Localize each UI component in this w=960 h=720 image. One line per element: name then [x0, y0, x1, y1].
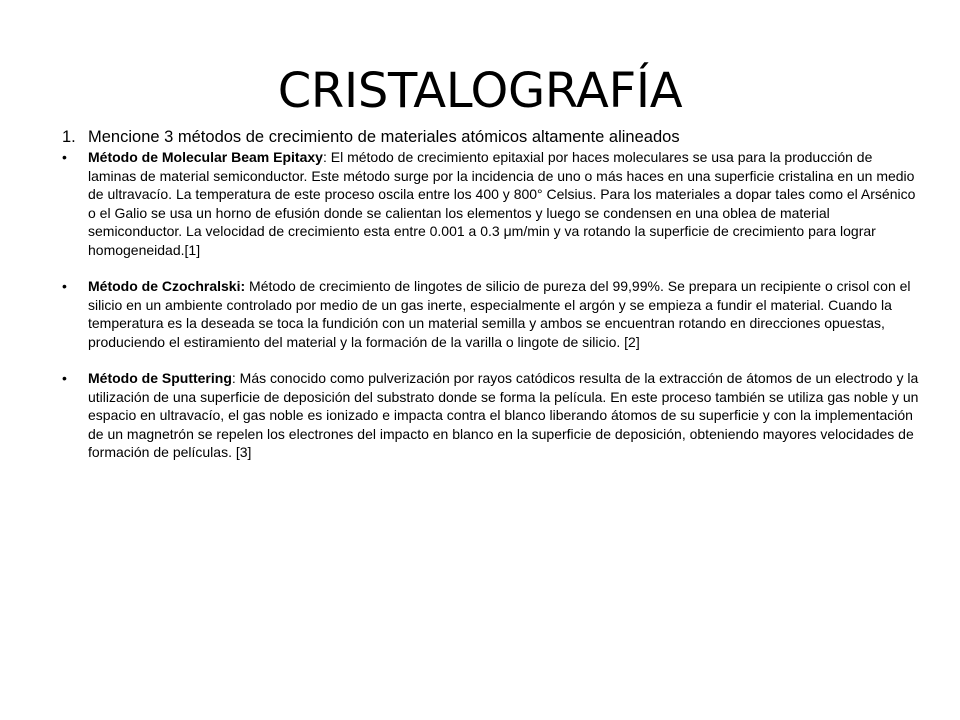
- slide-content: [62, 127, 922, 462]
- method-description: : Más conocido como pulverización por rayos catódicos resulta de la extracción de átomos de un electrodo y la utilización de una superficie de deposición del substrato donde se forma la película. En este proceso también se utiliza gas noble y un espacio en ultravacío, el gas noble es ionizado e impacta contra el blanco liberando átomos de su superficie y con la implementación de un magnetrón se repelen los electrones del impacto en blanco en la superficie de deposición, obteniendo mayores velocidades de formación de películas. [3]: [88, 370, 919, 460]
- method-heading: Método de Sputtering: [88, 370, 232, 386]
- method-item-mbe: [62, 148, 922, 259]
- method-description: : El método de crecimiento epitaxial por haces moleculares se usa para la producción de laminas de material semiconductor. Este método surge por la incidencia de uno o más haces en una superficie cristalina en un medio de ultravacío. La temperatura de este proceso oscila entre los 400 y 800° Celsius. Para los materiales a dopar tales como el Arsénico o el Galio se usa un horno de efusión donde se calientan los elementos y luego se condensen en una oblea de material semiconductor. La velocidad de crecimiento esta entre 0.001 a 0.3 μm/min y va rotando la superficie de crecimiento para lograr homogeneidad.[1]: [88, 149, 916, 258]
- bullet-icon: •: [62, 278, 67, 294]
- bullet-icon: •: [62, 370, 67, 386]
- method-description: Método de crecimiento de lingotes de silicio de pureza del 99,99%. Se prepara un recipiente o crisol con el silicio en un ambiente controlado por medio de un gas inerte, especialmente el argón y se empieza a fundir el material. Cuando la temperatura es la deseada se toca la fundición con un material semilla y ambos se encuentran rotando en direcciones opuestas, produciendo el estiramiento del material y la formación de la varilla o lingote de silicio. [2]: [88, 278, 911, 350]
- bullet-icon: •: [62, 149, 67, 165]
- method-item-czochralski: [62, 277, 922, 351]
- method-item-sputtering: [62, 369, 922, 462]
- question: [62, 127, 922, 147]
- question-text: Mencione 3 métodos de crecimiento de materiales atómicos altamente alineados: [88, 128, 680, 146]
- method-heading: Método de Molecular Beam Epitaxy: [88, 149, 323, 165]
- question-number: 1.: [62, 128, 76, 146]
- slide-title: CRISTALOGRAFÍA: [277, 63, 683, 119]
- method-heading: Método de Czochralski:: [88, 278, 246, 294]
